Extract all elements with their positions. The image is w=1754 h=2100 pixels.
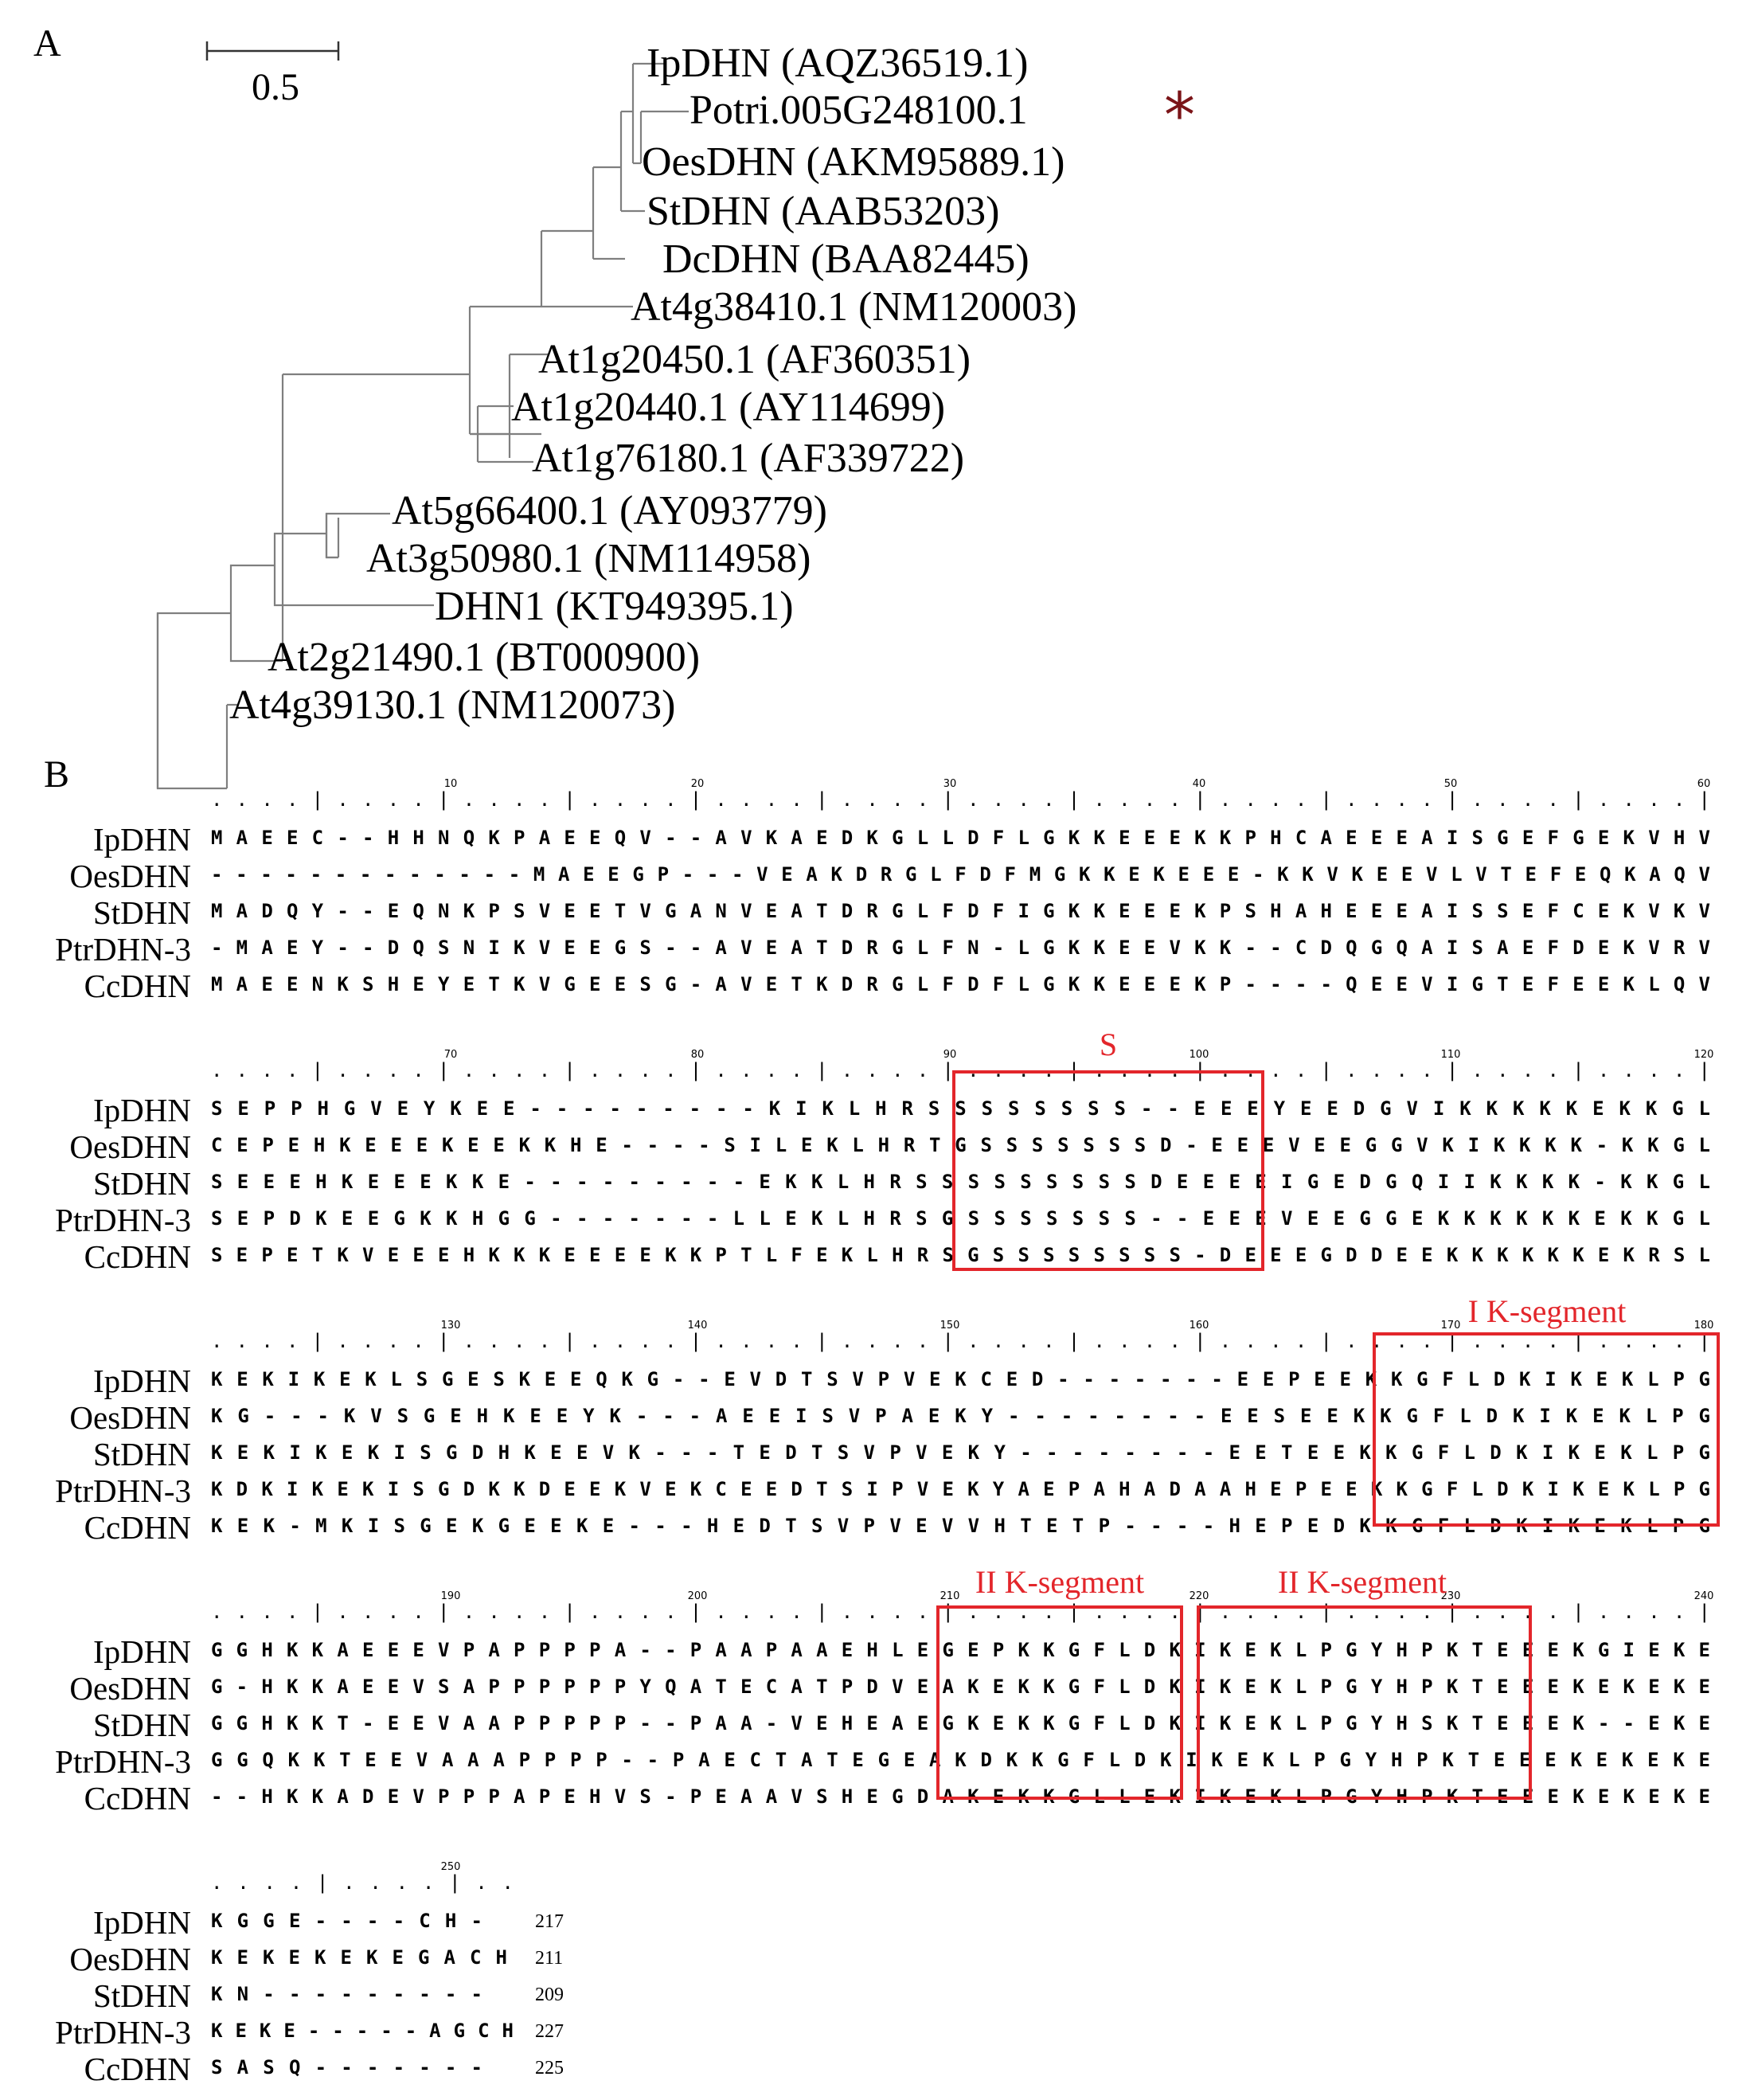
ruler-number: 240 (1693, 1590, 1714, 1602)
ruler-ticks: . . . . | . . . . | . . . . | . . . . | . . . . | . . . . | . . . . | . . . . | . . . . | . . . . | . . . . | . . . . | (211, 788, 1710, 811)
sequence-residues: CEPEHKEEEKEEKKHE----SILEKLHRTGSSSSSSSD-EEEVEEGGVKIKKKK-KKGL (211, 1134, 1710, 1156)
sequence-residues: KEKEKEKEGACH (211, 1946, 507, 1969)
ruler-number: 250 (440, 1861, 461, 1873)
ruler-number: 20 (690, 778, 705, 790)
ruler-number: 140 (687, 1320, 708, 1332)
ruler-number: 10 (443, 778, 458, 790)
sequence-name: CcDHN (84, 2051, 191, 2087)
scale-bar (207, 41, 338, 108)
sequence-residues: SEPPHGVEYKEE---------KIKLHRSSSSSSSS--EEEYEEDGVIKKKKKEKKGL (211, 1097, 1710, 1120)
tree-leaf: At2g21490.1 (BT000900) (268, 635, 701, 680)
alignment-block (55, 1564, 1713, 1816)
ruler-number: 180 (1693, 1320, 1714, 1332)
panel-a-label: A (33, 22, 61, 65)
sequence-residues: KN--------- (211, 1983, 482, 2005)
sequence-name: PtrDHN-3 (55, 1202, 191, 1238)
sequence-residues: G-HKKAEEVSAPPPPPPYQATECATPDVEAKEKKGFLDKIKEKLPGYHPKTEEEKEKEKE (211, 1676, 1710, 1698)
ruler-number: 110 (1440, 1049, 1461, 1061)
sequence-residues: KEK-MKISGEKGEEKE---HEDTSVPVEVVHTETP----HEPEDKKGFLDKIKEKLPG (211, 1515, 1710, 1537)
tree-leaf: At5g66400.1 (AY093779) (392, 488, 827, 534)
sequence-alignment (55, 778, 1718, 2087)
sequence-length: 211 (535, 1948, 564, 1969)
sequence-residues: KG---KVSGEHKEEYK---AEEISVPAEKY--------EESEEKKGFLDKIKEKLPG (211, 1405, 1710, 1427)
ruler-number: 160 (1189, 1320, 1209, 1332)
sequence-name: IpDHN (93, 1092, 191, 1128)
tree-leaf: At4g39130.1 (NM120073) (229, 682, 676, 728)
ruler-number: 220 (1189, 1590, 1209, 1602)
ruler-number: 100 (1189, 1049, 1209, 1061)
tree-leaf: At3g50980.1 (NM114958) (366, 536, 811, 581)
alignment-block (55, 1861, 564, 2087)
sequence-name: StDHN (92, 894, 191, 931)
sequence-name: CcDHN (84, 968, 191, 1004)
tree-leaf: At4g38410.1 (NM120003) (631, 284, 1077, 330)
sequence-length: 227 (535, 2021, 564, 2042)
sequence-residues: SEEEHKEEEKKE---------EKKLHRSSSSSSSSSDEEEEIGEDGQIIKKKK-KKGL (211, 1171, 1710, 1193)
sequence-length: 225 (535, 2058, 564, 2078)
scale-bar-label: 0.5 (252, 66, 299, 108)
ruler-number: 90 (943, 1049, 957, 1061)
sequence-name: IpDHN (93, 1633, 191, 1670)
sequence-residues: MAEENKSHEYETKVGEESG-AVETKDRGLFDFLGKKEEEKP----QEEVIGTEFEEKLQV (211, 973, 1710, 995)
sequence-residues: KDKIKEKISGDKKDEEKVEKCEEDTSIPVEKYAEPAHADAAHEPEEKKGFLDKIKEKLPG (211, 1478, 1710, 1500)
sequence-name: PtrDHN-3 (55, 2014, 191, 2051)
sequence-residues: -MAEY--DQSNIKVEEGS--AVEATDRGLFN-LGKKEEVKK--CDQGQAISAEFDEKVRV (211, 937, 1710, 959)
motif-label: II K-segment (975, 1564, 1145, 1600)
sequence-name: PtrDHN-3 (55, 1743, 191, 1780)
sequence-name: PtrDHN-3 (55, 1472, 191, 1509)
ruler-number: 150 (940, 1320, 960, 1332)
sequence-name: OesDHN (69, 1399, 191, 1436)
sequence-residues: GGQKKTEEVAAAPPPP--PAECTATEGEAKDKKGFLDKIKEKLPGYHPKTEEEKEKEKE (211, 1749, 1710, 1771)
ruler-number: 170 (1440, 1320, 1461, 1332)
sequence-name: StDHN (92, 1436, 191, 1472)
ruler-number: 210 (940, 1590, 960, 1602)
sequence-residues: KGGE----CH- (211, 1910, 482, 1932)
ruler-number: 230 (1440, 1590, 1461, 1602)
tree-leaf: At1g76180.1 (AF339722) (532, 436, 965, 481)
sequence-residues: GGHKKT-EEVAAPPPPP--PAA-VEHEAEGKEKKGFLDKIKEKLPGYHSKTEEEK--EKE (211, 1712, 1710, 1734)
sequence-residues: KEKIKEKISGDHKEEVK---TEDTSVPVEKY--------EETEEKKGFLDKIKEKLPG (211, 1441, 1710, 1464)
motif-label: I K-segment (1467, 1293, 1627, 1329)
ruler-number: 40 (1192, 778, 1206, 790)
ruler-ticks: . . . . | . . . . | . . . . | . . . . | . . . . | . . . . | . . . . | . . . . | . . . . | . . . . | . . . . | . . . . | (211, 1601, 1710, 1623)
sequence-name: IpDHN (93, 821, 191, 858)
tree-leaf: At1g20450.1 (AF360351) (538, 337, 971, 382)
tree-leaf: Potri.005G248100.1 (689, 88, 1028, 133)
sequence-residues: KEKIKEKLSGESKEEQKG--EVDTSVPVEKCED-------EEPEEKKGFLDKIKEKLPG (211, 1368, 1710, 1390)
sequence-name: CcDHN (84, 1780, 191, 1816)
sequence-name: CcDHN (84, 1238, 191, 1275)
sequence-residues: MADQY--EQNKPSVEETVGANVEATDRGLFDFIGKKEEEKPSHAHEEEAISSEFCEKVKV (211, 900, 1710, 922)
sequence-residues: GGHKKAEEEVPAPPPPA--PAAPAAEHLEGEPKKGFLDKIKEKLPGYHPKTEEEKGIEKE (211, 1639, 1710, 1661)
ruler-number: 50 (1443, 778, 1458, 790)
tree-leaf: IpDHN (AQZ36519.1) (647, 41, 1029, 86)
tree-leaf: DcDHN (BAA82445) (662, 237, 1029, 282)
ruler-number: 130 (440, 1320, 461, 1332)
panel-b-label: B (44, 753, 70, 796)
sequence-name: StDHN (92, 1977, 191, 2014)
ruler-number: 190 (440, 1590, 461, 1602)
sequence-name: OesDHN (69, 1670, 191, 1707)
sequence-name: StDHN (92, 1707, 191, 1743)
ruler-number: 30 (943, 778, 957, 790)
sequence-length: 209 (535, 1985, 564, 2005)
sequence-name: PtrDHN-3 (55, 931, 191, 968)
sequence-residues: KEKE-----AGCH (211, 2020, 514, 2042)
tree-leaf: DHN1 (KT949395.1) (435, 584, 794, 629)
sequence-name: OesDHN (69, 1941, 191, 1977)
sequence-name: OesDHN (69, 858, 191, 894)
ruler-ticks: . . . . | . . . . | . . . . | . . . . | . . . . | . . . . | . . . . | . . . . | . . . . | . . . . | . . . . | . . . . | (211, 1330, 1710, 1352)
tree-labels (229, 41, 1195, 728)
tree-leaf: At1g20440.1 (AY114699) (511, 385, 946, 430)
ruler-ticks: . . . . | . . . . | . . . . | . . . . | . . . . | . . . . | . . . . | . . . . | . . . . | . . . . | . . . . | . . . . | (211, 1059, 1710, 1081)
sequence-name: IpDHN (93, 1363, 191, 1399)
sequence-residues: SASQ------- (211, 2056, 482, 2078)
sequence-residues: SEPETKVEEEHKKKEEEEKKPTLFEKLHRSGSSSSSSSS-DEEEGDDEEKKKKKKEKRSL (211, 1244, 1710, 1266)
sequence-length: 217 (535, 1911, 564, 1932)
sequence-name: StDHN (92, 1165, 191, 1202)
ruler-number: 60 (1697, 778, 1711, 790)
sequence-name: OesDHN (69, 1128, 191, 1165)
motif-label: II K-segment (1277, 1564, 1447, 1600)
alignment-block (55, 1027, 1713, 1275)
marker-asterisk: * (1164, 80, 1195, 152)
sequence-residues: --HKKADEVPPPAPEHVS-PEAAVSHEGDAKEKKGLLEKIKEKLPGYHPKTEEEKEKEKE (211, 1785, 1710, 1808)
sequence-name: CcDHN (84, 1509, 191, 1546)
ruler-number: 120 (1693, 1049, 1714, 1061)
sequence-residues: SEPDKEEGKKHGG-------LLEKLHRSGSSSSSSS--EEEVEEGGEKKKKKKEKKGL (211, 1207, 1710, 1230)
ruler-number: 200 (687, 1590, 708, 1602)
sequence-residues: -------------MAEEGP---VEAKDRGLFDFMGKKEKEEE-KKVKEEVLVTEFEQKAQV (211, 863, 1711, 886)
ruler-ticks: . . . . | . . . . | . . (211, 1871, 514, 1894)
sequence-residues: MAEEC--HHNQKPAEEQV--AVKAEDKGLLDFLGKKEEEKKPHCAEEEAISGEFGEKVHV (211, 827, 1710, 849)
alignment-block (55, 1293, 1718, 1546)
ruler-number: 70 (443, 1049, 458, 1061)
tree-leaf: StDHN (AAB53203) (647, 189, 1000, 234)
ruler-number: 80 (690, 1049, 705, 1061)
alignment-block (55, 778, 1710, 1004)
sequence-name: IpDHN (93, 1904, 191, 1941)
tree-leaf: OesDHN (AKM95889.1) (642, 139, 1065, 185)
motif-label: S (1099, 1027, 1118, 1062)
